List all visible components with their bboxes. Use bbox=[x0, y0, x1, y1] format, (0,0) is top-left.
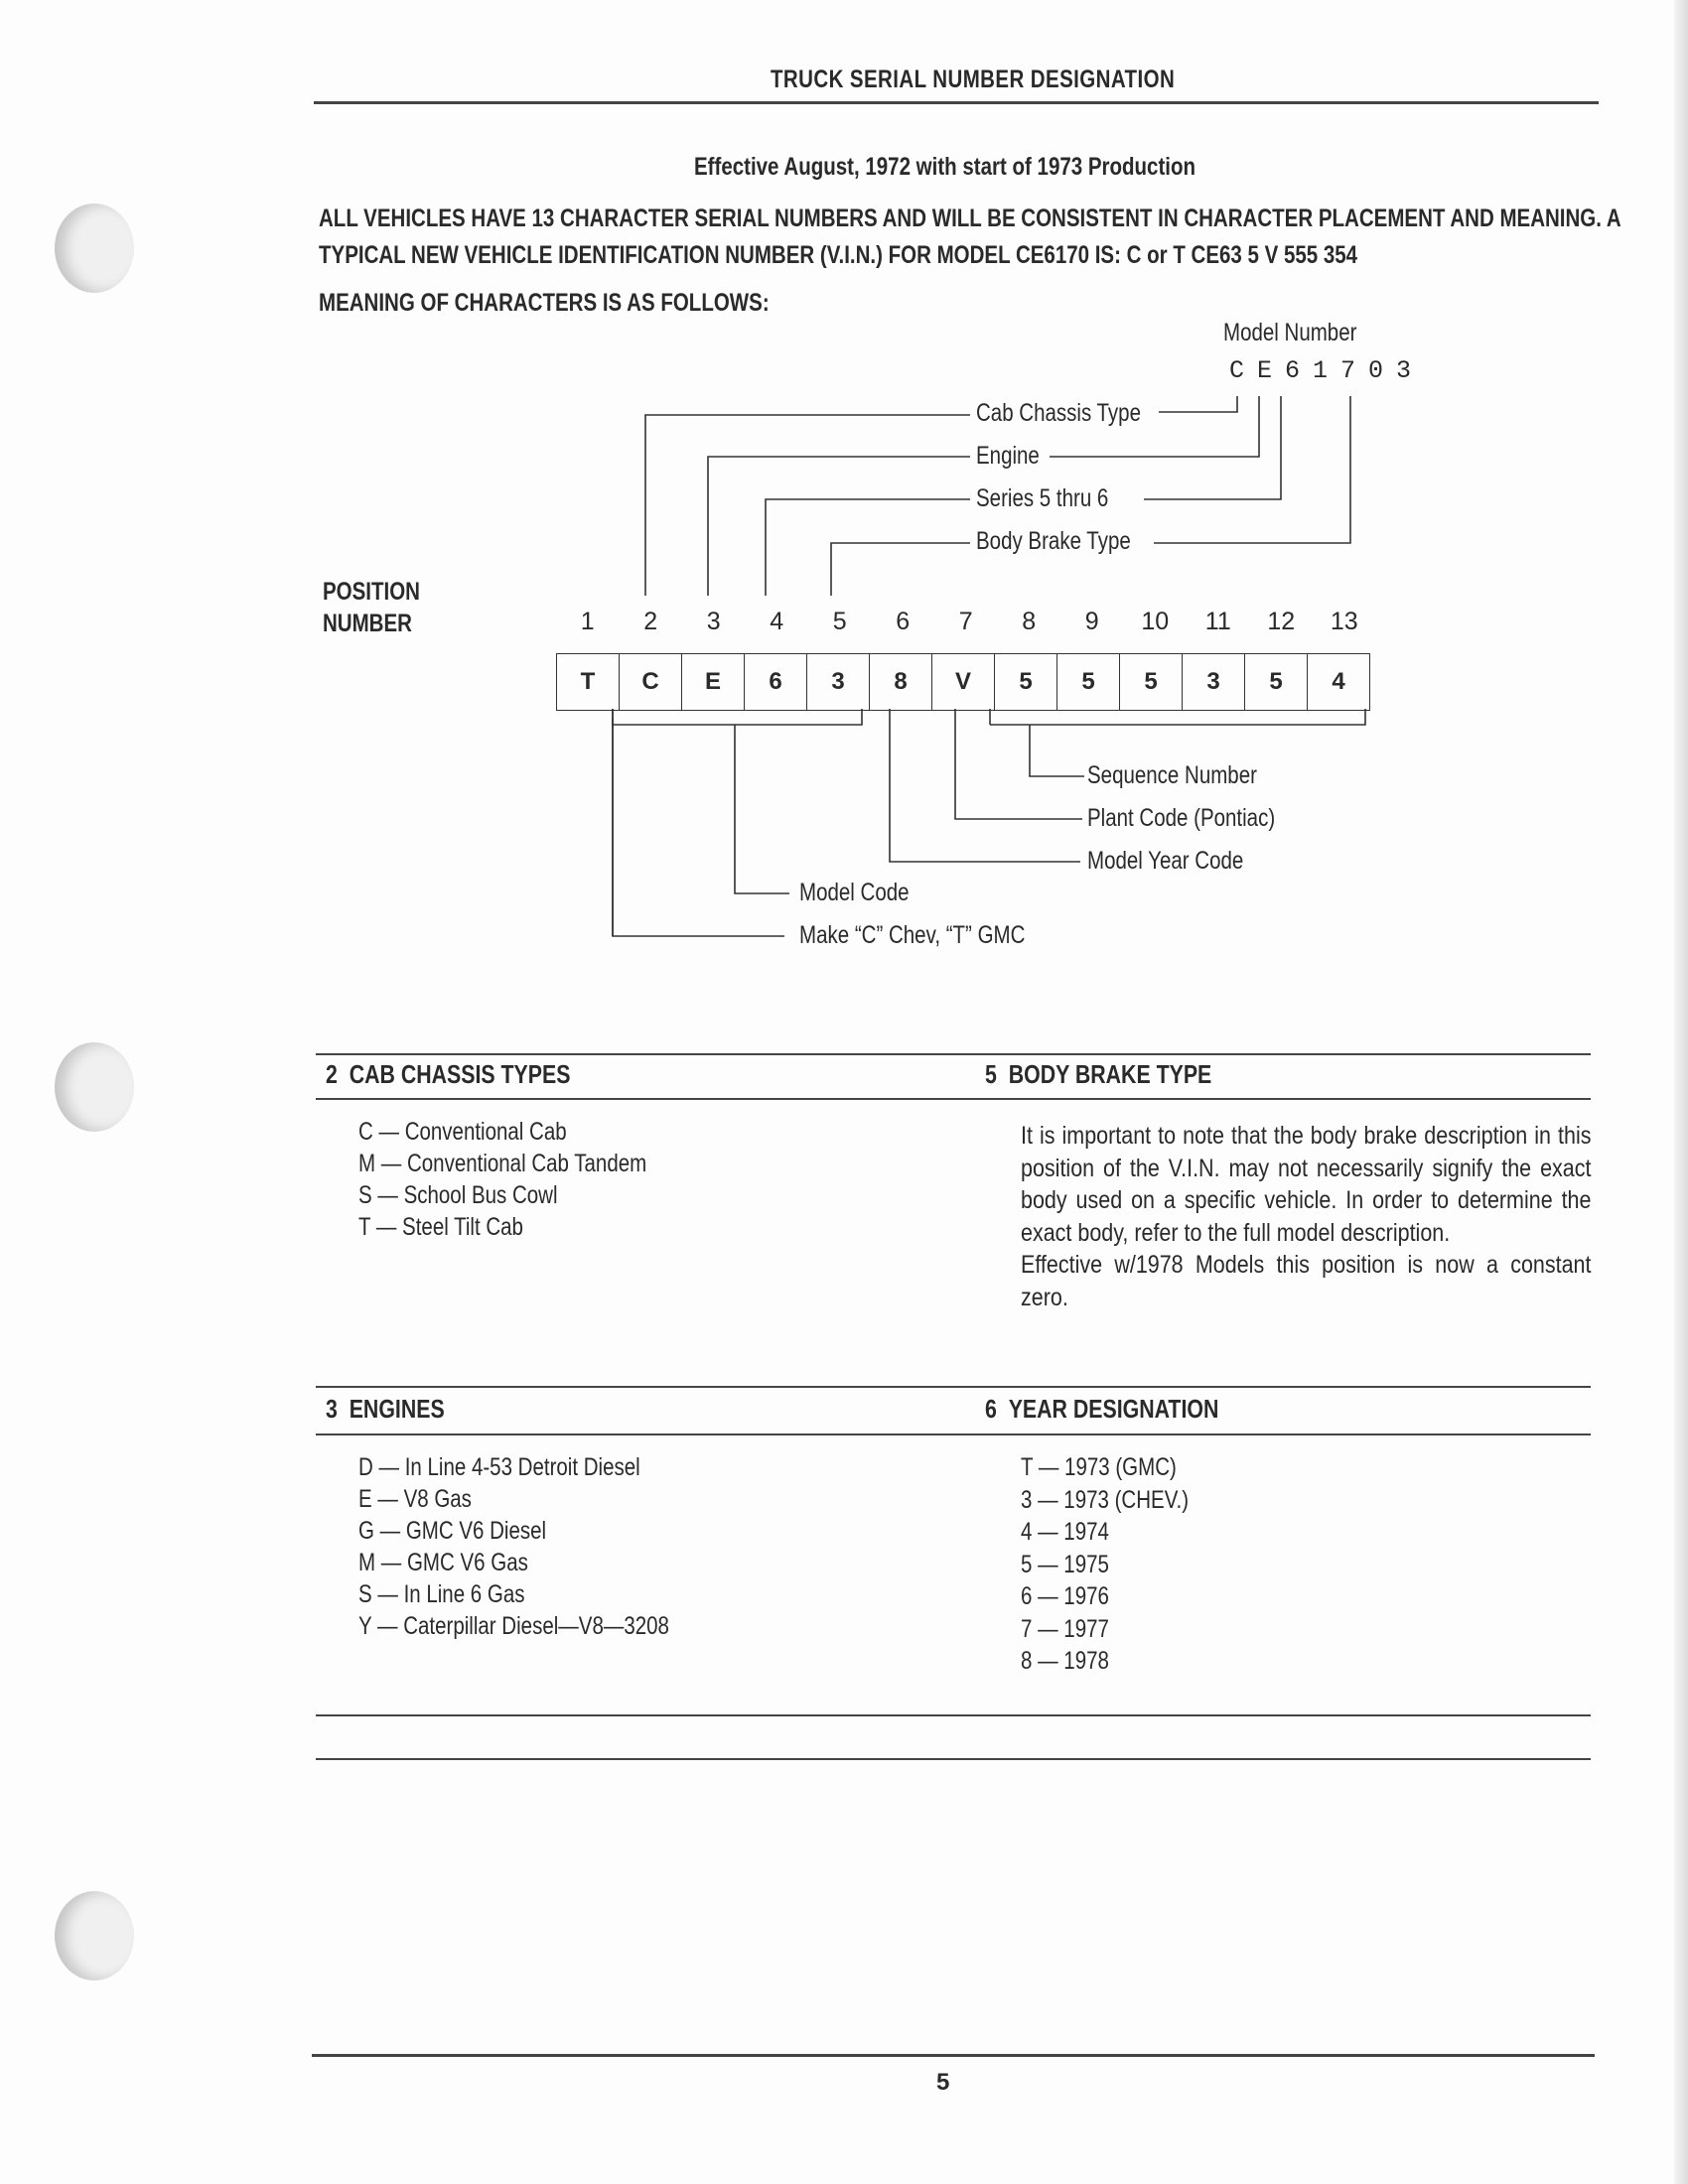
vin-char-12: 5 bbox=[1245, 654, 1308, 711]
list-item: D — In Line 4-53 Detroit Diesel bbox=[358, 1453, 640, 1481]
position-4: 4 bbox=[770, 608, 784, 635]
model-number-value: C E 6 1 7 0 3 bbox=[1229, 356, 1411, 385]
list-item: 6 — 1976 bbox=[1021, 1582, 1109, 1610]
sections-extra-rule bbox=[316, 1758, 1591, 1760]
vin-char-13: 4 bbox=[1308, 654, 1370, 711]
position-10: 10 bbox=[1141, 608, 1170, 635]
section-cab-chassis-header bbox=[326, 1059, 570, 1090]
intro-line-3: MEANING OF CHARACTERS IS AS FOLLOWS: bbox=[319, 289, 770, 317]
section-year-title: YEAR DESIGNATION bbox=[1008, 1394, 1219, 1424]
body-brake-description bbox=[1021, 1120, 1591, 1313]
sections-top-rule bbox=[316, 1053, 1591, 1055]
punch-hole-bottom bbox=[55, 1891, 134, 1980]
label-model-year-code: Model Year Code bbox=[1087, 847, 1244, 875]
section-engines-title: ENGINES bbox=[349, 1394, 445, 1424]
label-plant-code: Plant Code (Pontiac) bbox=[1087, 804, 1276, 832]
intro-line-1: ALL VEHICLES HAVE 13 CHARACTER SERIAL NUMBERS AND WILL BE CONSISTENT IN CHARACTER PLACEMENT AND MEANING. A bbox=[319, 205, 1621, 232]
label-model-code: Model Code bbox=[799, 879, 910, 906]
label-body-brake-type: Body Brake Type bbox=[976, 527, 1131, 555]
vin-char-5: 3 bbox=[807, 654, 870, 711]
label-engine: Engine bbox=[976, 442, 1040, 470]
list-item: M — Conventional Cab Tandem bbox=[358, 1150, 647, 1177]
vin-char-2: C bbox=[620, 654, 682, 711]
vin-char-1: T bbox=[557, 654, 620, 711]
position-1: 1 bbox=[580, 608, 595, 635]
cab-chassis-list bbox=[358, 1116, 646, 1243]
list-item: S — School Bus Cowl bbox=[358, 1181, 558, 1209]
position-3: 3 bbox=[706, 608, 721, 635]
position-12: 12 bbox=[1267, 608, 1296, 635]
row2-header-rule bbox=[316, 1433, 1591, 1435]
list-item: T — Steel Tilt Cab bbox=[358, 1213, 523, 1241]
list-item: G — GMC V6 Diesel bbox=[358, 1517, 547, 1545]
list-item: 4 — 1974 bbox=[1021, 1518, 1109, 1546]
list-item: 8 — 1978 bbox=[1021, 1647, 1109, 1675]
page-title: TRUCK SERIAL NUMBER DESIGNATION bbox=[771, 66, 1176, 93]
model-number-label: Model Number bbox=[1223, 319, 1357, 346]
position-5: 5 bbox=[832, 608, 847, 635]
footer-rule bbox=[312, 2054, 1595, 2057]
position-label-line-1: POSITION bbox=[323, 578, 420, 606]
section-brake-title: BODY BRAKE TYPE bbox=[1008, 1059, 1212, 1089]
sections-bottom-rule bbox=[316, 1714, 1591, 1716]
intro-line-2: TYPICAL NEW VEHICLE IDENTIFICATION NUMBER (V.I.N.) FOR MODEL CE6170 IS: C or T CE63 5 V 555 354 bbox=[319, 241, 1358, 269]
position-11: 11 bbox=[1204, 608, 1231, 635]
list-item: E — V8 Gas bbox=[358, 1485, 472, 1513]
vin-char-10: 5 bbox=[1120, 654, 1183, 711]
list-item: 3 — 1973 (CHEV.) bbox=[1021, 1485, 1190, 1514]
position-label-line-2: NUMBER bbox=[323, 610, 412, 637]
list-item: S — In Line 6 Gas bbox=[358, 1580, 525, 1608]
year-designation-list bbox=[1021, 1451, 1189, 1678]
row1-header-rule bbox=[316, 1098, 1591, 1100]
engines-list bbox=[358, 1451, 669, 1642]
body-brake-text-1: It is important to note that the body brake description in this position of the V.I.N. may not necessarily signify the exact body used on a specific vehicle. In order to determine the exact body, refer to the full model description. bbox=[1021, 1122, 1592, 1247]
position-numbers bbox=[556, 608, 1376, 636]
body-brake-text-2: Effective w/1978 Models this position is now a constant zero. bbox=[1021, 1251, 1592, 1311]
punch-hole-middle bbox=[55, 1042, 134, 1132]
section-cab-number: 2 bbox=[326, 1059, 338, 1089]
section-brake-number: 5 bbox=[985, 1059, 997, 1089]
position-6: 6 bbox=[896, 608, 911, 635]
label-cab-chassis-type: Cab Chassis Type bbox=[976, 399, 1141, 427]
section-engines-number: 3 bbox=[326, 1394, 338, 1424]
vin-char-7: V bbox=[932, 654, 995, 711]
page-number: 5 bbox=[936, 2069, 950, 2096]
vin-char-9: 5 bbox=[1057, 654, 1120, 711]
label-sequence-number: Sequence Number bbox=[1087, 761, 1257, 789]
section-year-number: 6 bbox=[985, 1394, 997, 1424]
list-item: 5 — 1975 bbox=[1021, 1550, 1109, 1578]
row2-top-rule bbox=[316, 1386, 1591, 1388]
section-body-brake-header bbox=[985, 1059, 1211, 1090]
section-engines-header bbox=[326, 1394, 445, 1425]
label-series: Series 5 thru 6 bbox=[976, 484, 1109, 512]
position-number-label bbox=[323, 576, 420, 639]
vin-char-11: 3 bbox=[1183, 654, 1245, 711]
vin-char-4: 6 bbox=[745, 654, 807, 711]
vin-char-3: E bbox=[682, 654, 745, 711]
effective-date: Effective August, 1972 with start of 1973 Production bbox=[694, 153, 1196, 181]
list-item: M — GMC V6 Gas bbox=[358, 1549, 528, 1576]
list-item: T — 1973 (GMC) bbox=[1021, 1453, 1177, 1481]
vin-char-8: 5 bbox=[995, 654, 1057, 711]
position-13: 13 bbox=[1330, 608, 1358, 635]
position-8: 8 bbox=[1022, 608, 1037, 635]
list-item: Y — Caterpillar Diesel—V8—3208 bbox=[358, 1612, 669, 1640]
list-item: C — Conventional Cab bbox=[358, 1118, 567, 1146]
vin-character-table bbox=[556, 653, 1370, 711]
label-make: Make “C” Chev, “T” GMC bbox=[799, 921, 1026, 949]
vin-diagram-lines bbox=[0, 0, 1688, 993]
vin-char-6: 8 bbox=[870, 654, 932, 711]
list-item: 7 — 1977 bbox=[1021, 1614, 1109, 1643]
section-cab-title: CAB CHASSIS TYPES bbox=[349, 1059, 571, 1089]
section-year-header bbox=[985, 1394, 1218, 1425]
position-7: 7 bbox=[958, 608, 973, 635]
position-9: 9 bbox=[1084, 608, 1099, 635]
position-2: 2 bbox=[643, 608, 658, 635]
